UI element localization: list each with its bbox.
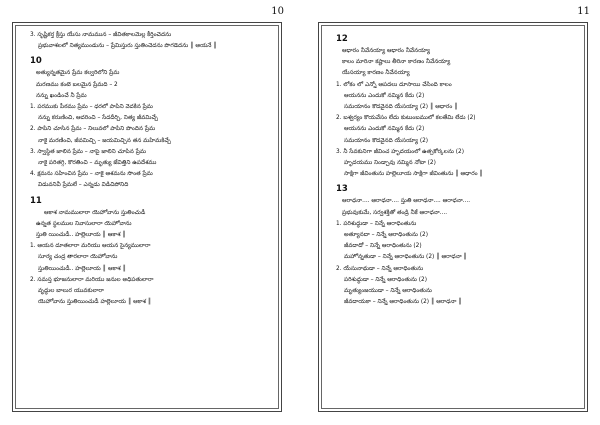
lyric-line: సమయానం కొదవైనది యేసయ్యా (2) ║ ఆధారం ║ [344,104,458,111]
lyric-line: 2. పాపిని చూసిన ప్రేమ – నిలువలో పాపిని పొందిన ప్రేమ [30,126,156,133]
lyric-line: జీవదాదో – నిన్నే ఆరాధింతును (2) [344,243,422,250]
lyric-line: సాక్షిగా జీవింతును హల్లెలూయ సాక్షిగా జీవింతును ║ ఆధారం ║ [344,171,483,178]
page-number: 11 [577,6,590,17]
lyric-line: సూర్య చంద్ర తారలారా యెహోవాను [38,254,118,261]
lyric-line: జీవదాయకా – నిన్నే ఆరాధింతును (2) ║ ఆరాధనా ║ [344,299,462,306]
lyric-line: ఉన్నత స్థలముల నివాసులారా యెహోవాను [36,220,132,227]
page-content [336,30,580,408]
lyric-line: అత్యున్నతమైన ప్రేమ కల్వరిలోని ప్రేమ [36,70,120,77]
lyric-line: నన్ను కరుణించి, ఆదరించి – సేదదీర్చి, నిత్య జీవమిచ్చే [38,115,158,122]
lyric-line: ఆయనను ఎందుకో నమ్మిన కేదు (2) [344,126,425,133]
lyric-line: 2. బశ్వర్యం కొయవేసం లేదు కుటుంబములో కలతేమి లేదు (2) [336,115,476,122]
lyric-line: 3. సృష్టికర్త క్రీస్తు యేసు నామమున – జీవితకాలమెల్ల కీర్తించెదను [30,32,172,38]
lyric-line: ఆయనను ఎందుకో నమ్మిన కేదు (2) [344,92,425,99]
lyric-line: విడువనివీ ప్రేమలే – ఎన్నడు విడిచిపోనిది [38,182,129,189]
lyric-line: ప్రభువాశలలో నిత్యముండును – ప్రేమిస్తురు స్తుతించెదను పొగడెదను ║ ఆయనే ║ [38,43,217,50]
lyric-line: 3. నీ సేవకునిగా జీవించ హృదయంలో ఉత్సకోర్కలను (2) [336,148,464,155]
right-page [312,6,594,416]
lyric-line: ఆకాశ నామములారా యెహోవాను స్తుతించుడీ [44,209,146,216]
song-number-heading: 10 [30,56,42,67]
lyric-line: హృదయము నిండ్చావు నమ్మిన నోటా (2) [344,160,436,167]
song-number-heading: 12 [336,34,348,44]
lyric-line: స్తుతియించుడీ.. హల్లెలూయ ║ ఆకాశ ║ [38,265,127,272]
lyric-line: కాలం మారినా కష్టాలు తీరినా కారణం నీవేనయ్యా [342,59,451,66]
song-number-heading: 11 [30,195,42,206]
lyric-line: నాకై మరణించి, జీవమిచ్చి – జయమిచ్చిన తన మహిమకిచ్చే [38,137,171,144]
lyric-line: 1. పరముకు పీఠము ప్రేమ – ధరలో పాపిని వెదకిన ప్రేమ [30,104,153,111]
lyric-line: వృద్ధుల బాలుర యువకులారా [38,288,104,295]
lyric-line: నాకై పరితగ్గి, కొరతించి – మృత్యు జేవిత్తిని ఉపదేశము [38,160,157,167]
lyric-line: అత్యూనదా – నిన్నే ఆరాధింతును (2) [344,232,428,239]
song-number-heading: 13 [336,184,348,195]
lyric-line: 1. ఆయన దూతలారా మరియు ఆయన సైన్యములారా [30,243,151,250]
lyric-line: ప్రభువుకుమే, సర్వశక్తితో తండ్రి నీకే ఆరాధనా.... [342,209,448,216]
lyric-line: మహోన్నతుడా – నిన్నే ఆరాధింతును (2) ║ ఆరాధనా ║ [344,254,467,261]
lyric-line: స్తుతి యించుడీ.. హల్లెలూయ ║ ఆకాశ ║ [36,232,126,239]
lyric-line: మరణము కంటె బలమైన ప్రేమది – 2 [36,81,118,88]
lyric-line: యెహోవాను స్తుతియించుడీ హల్లెలూయ ║ ఆకాశ ║ [38,299,152,306]
lyric-line: 2. సమస్త భూజనులారా మరియు జనుల అధిపతులారా [30,276,154,283]
lyric-line: ఆరాధనా.... ఆరాధనా.... స్తుతి ఆరాధనా.... ఆరాధనా.... [342,198,471,205]
lyric-line: 1. పరిశుద్ధుడా – నిన్నే ఆరాధింతును [336,220,417,227]
lyric-line: మృత్యుంజయుడా – నిన్నే ఆరాధింతును [344,288,432,295]
lyric-line: 3. స్వాస్థిత జాలిన ప్రేమ – నాపై జాలిని చూపిన ప్రేమ [30,148,146,155]
lyric-line: సమయానం కొదవైనది యేసయ్యా (2) [344,137,429,144]
lyric-line: నన్ను ఖండించే నీ ప్రేమ [36,92,87,99]
page-number: 10 [271,6,284,17]
lyric-line: ఆధారం నీవేనయ్యా ఆధారం నీవేనయ్యా [342,48,431,54]
lyric-line: యేసయ్యా కారణం నీవేనయ్యా [342,70,410,77]
page-content [30,30,274,408]
lyric-line: పరిశుద్ధుడా – నిన్నే ఆరాధింతును (2) [344,276,427,283]
left-page [6,6,288,416]
lyric-line: 2. యేసునాథుడా – నిన్నే ఆరాధింతును [336,265,424,272]
lyric-line: 4. క్షమను సహించిన ప్రేమ – నాకై ఆశమను సొంత ప్రేమ [30,171,153,178]
lyric-line: 1. లోకం లో ఎన్నో ఆపదలు దూసాయి చేసింది కాలం [336,81,452,88]
